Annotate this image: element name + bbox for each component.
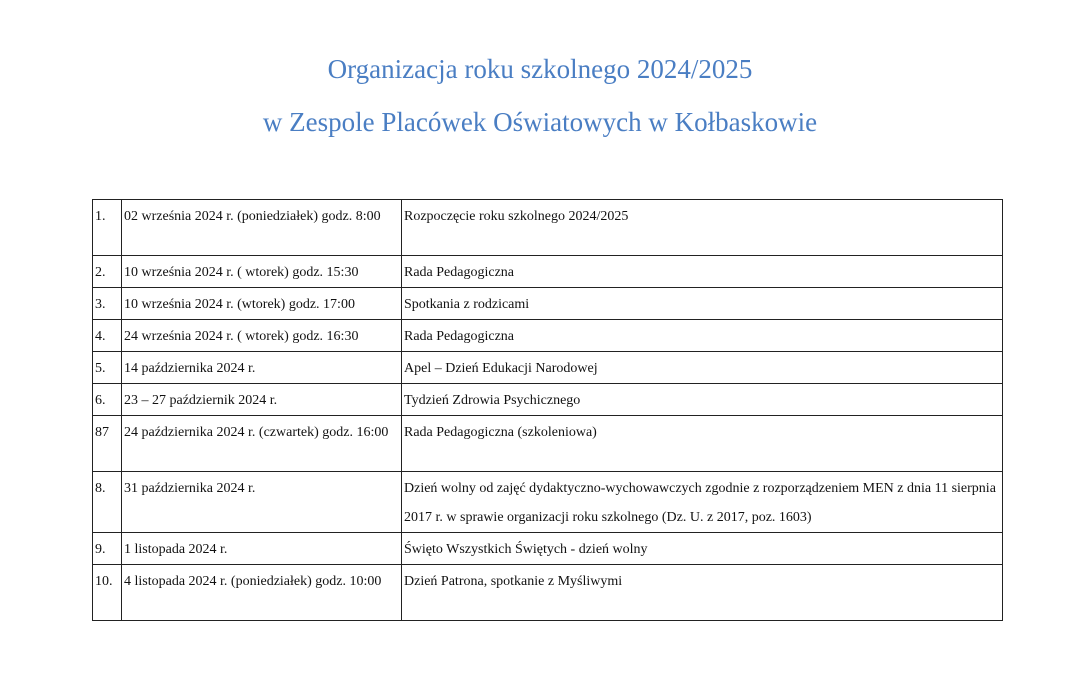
row-event: Rada Pedagogiczna (szkoleniowa) (402, 416, 1003, 472)
document-subtitle: w Zespole Placówek Oświatowych w Kołbaskowie (262, 107, 818, 137)
table-row (93, 416, 1003, 472)
row-event: Święto Wszystkich Świętych - dzień wolny (402, 533, 1003, 565)
table-row (93, 384, 1003, 416)
table-row (93, 352, 1003, 384)
row-number: 2. (93, 256, 122, 288)
row-event: Rada Pedagogiczna (402, 320, 1003, 352)
row-event: Spotkania z rodzicami (402, 288, 1003, 320)
row-date: 24 października 2024 r. (czwartek) godz. 16:00 (122, 416, 402, 472)
table-row (93, 533, 1003, 565)
row-number: 3. (93, 288, 122, 320)
row-number: 10. (93, 565, 122, 621)
row-number: 87 (93, 416, 122, 472)
table-row (93, 200, 1003, 256)
row-event: Tydzień Zdrowia Psychicznego (402, 384, 1003, 416)
table-row (93, 256, 1003, 288)
table-row (93, 288, 1003, 320)
row-number: 9. (93, 533, 122, 565)
table-row (93, 320, 1003, 352)
row-number: 1. (93, 200, 122, 256)
row-number: 6. (93, 384, 122, 416)
row-event: Apel – Dzień Edukacji Narodowej (402, 352, 1003, 384)
table-row (93, 472, 1003, 533)
row-number: 5. (93, 352, 122, 384)
row-date: 14 października 2024 r. (122, 352, 402, 384)
table-row (93, 565, 1003, 621)
row-date: 24 września 2024 r. ( wtorek) godz. 16:30 (122, 320, 402, 352)
row-date: 1 listopada 2024 r. (122, 533, 402, 565)
document-title: Organizacja roku szkolnego 2024/2025 (327, 54, 753, 84)
row-number: 4. (93, 320, 122, 352)
row-event: Dzień wolny od zajęć dydaktyczno-wychowawczych zgodnie z rozporządzeniem MEN z dnia 11 sierpnia 2017 r. w sprawie organizacji roku szkolnego (Dz. U. z 2017, poz. 1603) (402, 472, 1003, 533)
row-number: 8. (93, 472, 122, 533)
row-date: 02 września 2024 r. (poniedziałek) godz. 8:00 (122, 200, 402, 256)
row-date: 31 października 2024 r. (122, 472, 402, 533)
row-date: 23 – 27 październik 2024 r. (122, 384, 402, 416)
row-event: Rozpoczęcie roku szkolnego 2024/2025 (402, 200, 1003, 256)
row-date: 10 września 2024 r. ( wtorek) godz. 15:30 (122, 256, 402, 288)
schedule-table (92, 199, 1003, 621)
row-event: Rada Pedagogiczna (402, 256, 1003, 288)
row-event: Dzień Patrona, spotkanie z Myśliwymi (402, 565, 1003, 621)
row-date: 10 września 2024 r. (wtorek) godz. 17:00 (122, 288, 402, 320)
row-date: 4 listopada 2024 r. (poniedziałek) godz. 10:00 (122, 565, 402, 621)
